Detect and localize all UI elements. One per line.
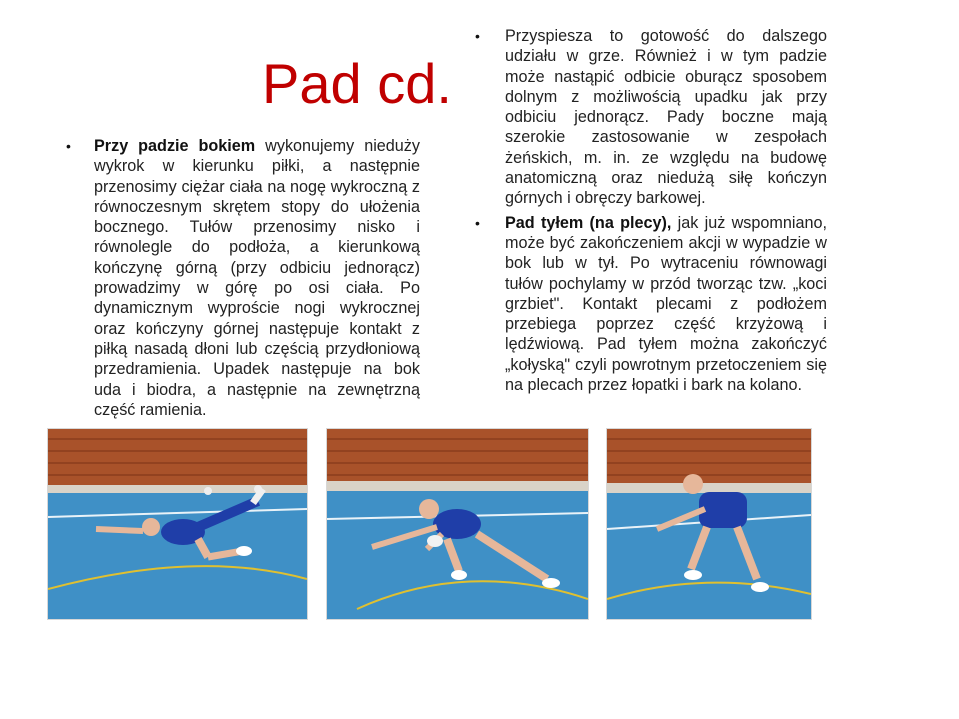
paragraph-text: Przyspiesza to gotowość do dalszego udziału w grze. Również i w tym padzie może nastąpić odbicie oburącz sposobem dolnym z możliwością upadku jak przy odbiciu jednorącz. Pady boczne mają szerokie zastosowanie w zespołach żeńskich, m. in. ze względu na budowę anatomiczną oraz niedużą siłę kończyn górnych i obręczy barkowej. (505, 27, 827, 208)
slide-title: Pad cd. (262, 52, 452, 115)
volleyball-dive-photo (47, 428, 308, 620)
paragraph-lead: Przy padzie bokiem (94, 137, 256, 155)
right-paragraph-1 (475, 26, 827, 209)
left-paragraph (66, 136, 420, 420)
paragraph-lead: Pad tyłem (na plecy), (505, 213, 672, 232)
paragraph-text: wykonujemy nieduży wykrok w kierunku piłki, a następnie przenosimy ciężar ciała na nogę wykroczną z równoczesnym skrętem stopy do ułożenia bocznego. Tułów przenosimy nisko i równolegle do podłoża, a kierunkową kończynę górną (przy odbiciu jednorącz) prowadzimy w górę po osi ciała. Po dynamicznym wyproście nogi wykrocznej oraz kończyny górnej następuje kontakt z piłką nasadą dłoni lub częścią przydłoniową przedramienia. Upadek następuje na bok uda i biodra, a następnie na zewnętrzną część ramienia. (94, 137, 420, 419)
volleyball-lunge-photo (326, 428, 589, 620)
bullet-marker: • (475, 214, 480, 231)
right-text-column (475, 26, 827, 395)
left-text-column (66, 136, 420, 420)
bullet-marker: • (66, 138, 71, 154)
right-paragraph-2 (475, 213, 827, 396)
bullet-marker: • (475, 28, 480, 44)
volleyball-ready-stance-photo (606, 428, 812, 620)
paragraph-text: jak już wspomniano, może być zakończeniem akcji w wypadzie w bok lub w tył. Po wytraceniu równowagi tułów pochylamy w przód tworząc tzw. „koci grzbiet". Kontakt plecami z podłożem przebiega poprzez część krzyżową i lędźwiową. Pad tyłem można zakończyć „kołyską" czyli powrotnym przetoczeniem się na plecach przez łopatki i bark na kolano. (505, 213, 827, 395)
